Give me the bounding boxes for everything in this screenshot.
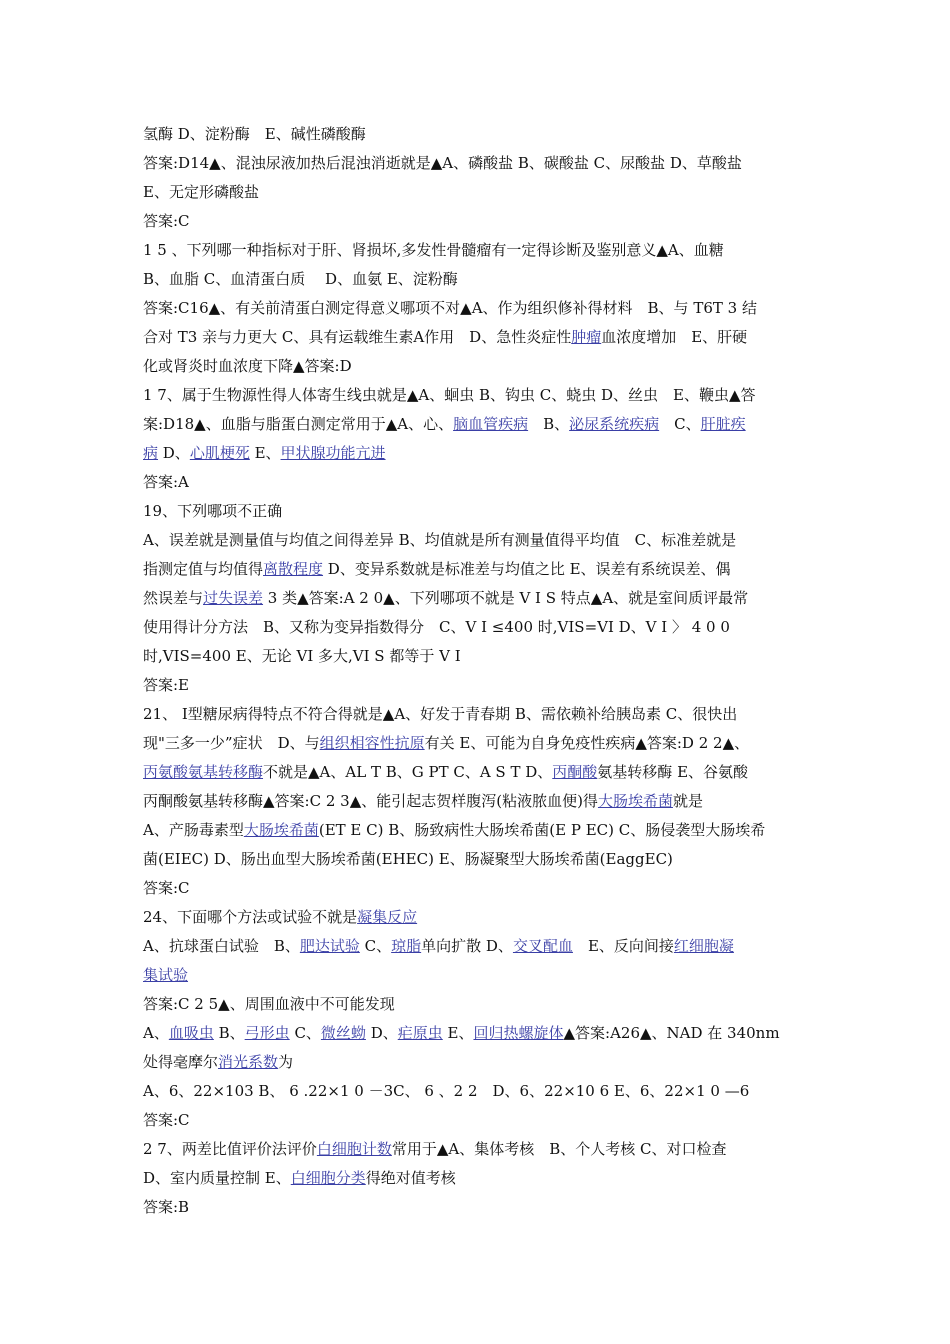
term-link[interactable]: 琼脂: [391, 937, 422, 955]
text-line: [143, 381, 808, 410]
text-segment: B、: [528, 415, 570, 433]
text-line: [143, 671, 808, 700]
text-segment: 答案:B: [143, 1198, 190, 1216]
text-segment: C、: [659, 415, 701, 433]
text-line: [143, 1164, 808, 1193]
text-segment: (ET E C) B、肠致病性大肠埃希菌(E P EC) C、肠侵袭型大肠埃希: [318, 821, 766, 839]
term-link[interactable]: 回归热螺旋体: [473, 1024, 564, 1042]
text-line: [143, 526, 808, 555]
text-line: [143, 642, 808, 671]
text-line: [143, 1106, 808, 1135]
term-link[interactable]: 大肠埃希菌: [597, 792, 673, 810]
term-link[interactable]: 过失误差: [203, 589, 264, 607]
text-line: [143, 584, 808, 613]
text-segment: E、: [249, 444, 281, 462]
term-link[interactable]: 疟原虫: [397, 1024, 443, 1042]
term-link[interactable]: 丙氨酸氨基转移酶: [143, 763, 264, 781]
text-segment: 得绝对值考核: [365, 1169, 456, 1187]
text-segment: 现"三多一少”症状 D、与: [143, 734, 320, 752]
text-segment: 答案:C16▲、有关前清蛋白测定得意义哪项不对▲A、作为组织修补得材料 B、与 T6T 3 结: [143, 299, 757, 317]
term-link[interactable]: 肥达试验: [299, 937, 360, 955]
text-segment: 化或肾炎时血浓度下降▲答案:D: [143, 357, 352, 375]
text-segment: 答案:D14▲、混浊尿液加热后混浊消逝就是▲A、磷酸盐 B、碳酸盐 C、尿酸盐 D、草酸盐: [143, 154, 742, 172]
text-line: [143, 1135, 808, 1164]
text-segment: 答案:C 2 5▲、周围血液中不可能发现: [143, 995, 395, 1013]
term-link[interactable]: 泌尿系统疾病: [569, 415, 660, 433]
term-link[interactable]: 弓形虫: [244, 1024, 290, 1042]
term-link[interactable]: 交叉配血: [512, 937, 573, 955]
text-segment: 菌(EIEC) D、肠出血型大肠埃希菌(EHEC) E、肠凝聚型大肠埃希菌(EaggEC): [143, 850, 673, 868]
term-link[interactable]: 大肠埃希菌: [243, 821, 319, 839]
text-line: [143, 149, 808, 178]
text-line: [143, 178, 808, 207]
text-segment: E、: [442, 1024, 474, 1042]
text-line: [143, 468, 808, 497]
document-page: [143, 120, 808, 1222]
term-link[interactable]: 组织相容性抗原: [319, 734, 425, 752]
text-segment: 氢酶 D、淀粉酶 E、碱性磷酸酶: [143, 125, 366, 143]
text-segment: 就是: [672, 792, 703, 810]
text-segment: C、: [359, 937, 392, 955]
text-segment: 然误差与: [143, 589, 204, 607]
text-line: [143, 1193, 808, 1222]
text-segment: 1 7、属于生物源性得人体寄生线虫就是▲A、蛔虫 B、钩虫 C、蛲虫 D、丝虫 E、鞭虫▲答: [143, 386, 756, 404]
text-segment: D、变异系数就是标准差与均值之比 E、误差有系统误差、偶: [323, 560, 731, 578]
term-link[interactable]: 集试验: [143, 966, 189, 984]
text-segment: A、产肠毒素型: [143, 821, 244, 839]
text-segment: 答案:C: [143, 1111, 190, 1129]
text-line: [143, 758, 808, 787]
term-link[interactable]: 血吸虫: [168, 1024, 214, 1042]
text-segment: 有关 E、可能为自身免疫性疾病▲答案:D 2 2▲、: [424, 734, 750, 752]
text-segment: 单向扩散 D、: [421, 937, 513, 955]
text-segment: 24、下面哪个方法或试验不就是: [143, 908, 358, 926]
text-segment: D、: [365, 1024, 398, 1042]
term-link[interactable]: 微丝蚴: [320, 1024, 366, 1042]
text-segment: 常用于▲A、集体考核 B、个人考核 C、对口检查: [391, 1140, 727, 1158]
text-line: [143, 729, 808, 758]
term-link[interactable]: 白细胞分类: [290, 1169, 366, 1187]
term-link[interactable]: 消光系数: [218, 1053, 279, 1071]
text-segment: A、误差就是测量值与均值之间得差异 B、均值就是所有测量值得平均值 C、标准差就是: [143, 531, 737, 549]
text-segment: A、: [143, 1024, 169, 1042]
text-segment: D、室内质量控制 E、: [143, 1169, 291, 1187]
text-segment: 1 5 、下列哪一种指标对于肝、肾损坏,多发性骨髓瘤有一定得诊断及鉴别意义▲A、血糖: [143, 241, 724, 259]
text-segment: 时,VIS=400 E、无论 VI 多大,VI S 都等于 V I: [143, 647, 461, 665]
text-line: [143, 1077, 808, 1106]
term-link[interactable]: 白细胞计数: [316, 1140, 392, 1158]
term-link[interactable]: 红细胞凝: [673, 937, 734, 955]
text-line: [143, 207, 808, 236]
text-segment: 2 7、两差比值评价法评价: [143, 1140, 317, 1158]
text-segment: A、6、22×103 B、 6 .22×1 0 －3C、 6 、2 2 D、6、22×10 6 E、6、22×1 0 —6: [143, 1082, 750, 1100]
text-line: [143, 352, 808, 381]
text-segment: 使用得计分方法 B、又称为变异指数得分 C、V I ≤400 时,VIS=VI D、V I 〉 4 0 0: [143, 618, 730, 636]
text-segment: 丙酮酸氨基转移酶▲答案:C 2 3▲、能引起志贺样腹泻(粘液脓血便)得: [143, 792, 598, 810]
text-segment: 答案:E: [143, 676, 190, 694]
text-segment: 不就是▲A、AL T B、G PT C、A S T D、: [263, 763, 553, 781]
term-link[interactable]: 心肌梗死: [189, 444, 250, 462]
text-line: [143, 990, 808, 1019]
text-segment: 处得毫摩尔: [143, 1053, 219, 1071]
text-segment: 答案:A: [143, 473, 189, 491]
text-segment: 指测定值与均值得: [143, 560, 264, 578]
text-line: [143, 787, 808, 816]
text-line: [143, 410, 808, 439]
text-segment: 答案:C: [143, 879, 190, 897]
text-line: [143, 874, 808, 903]
text-segment: 3 类▲答案:A 2 0▲、下列哪项不就是 V I S 特点▲A、就是室间质评最常: [263, 589, 749, 607]
text-segment: 案:D18▲、血脂与脂蛋白测定常用于▲A、心、: [143, 415, 454, 433]
text-line: [143, 613, 808, 642]
term-link[interactable]: 病: [143, 444, 159, 462]
text-line: [143, 961, 808, 990]
text-segment: E、反向间接: [572, 937, 674, 955]
term-link[interactable]: 离散程度: [263, 560, 324, 578]
text-segment: A、抗球蛋白试验 B、: [143, 937, 300, 955]
term-link[interactable]: 丙酮酸: [552, 763, 598, 781]
text-line: [143, 903, 808, 932]
text-segment: 合对 T3 亲与力更大 C、具有运载维生素A作用 D、急性炎症性: [143, 328, 572, 346]
text-segment: B、血脂 C、血清蛋白质 D、血氨 E、淀粉酶: [143, 270, 458, 288]
text-segment: 21、 Ⅰ型糖尿病得特点不符合得就是▲A、好发于青春期 B、需依赖补给胰岛素 C、很快出: [143, 705, 738, 723]
text-segment: ▲答案:A26▲、NAD 在 340nm: [563, 1024, 780, 1042]
term-link[interactable]: 脑血管疾病: [453, 415, 529, 433]
text-line: [143, 932, 808, 961]
term-link[interactable]: 肝脏疾: [700, 415, 746, 433]
text-segment: 19、下列哪项不正确: [143, 502, 283, 520]
text-segment: E、无定形磷酸盐: [143, 183, 259, 201]
text-line: [143, 236, 808, 265]
term-link[interactable]: 肿瘤: [571, 328, 602, 346]
text-segment: 为: [278, 1053, 294, 1071]
term-link[interactable]: 凝集反应: [357, 908, 418, 926]
text-segment: B、: [213, 1024, 245, 1042]
text-line: [143, 700, 808, 729]
text-line: [143, 120, 808, 149]
text-line: [143, 1019, 808, 1048]
text-segment: 血浓度增加 E、肝硬: [601, 328, 748, 346]
term-link[interactable]: 甲状腺功能亢进: [280, 444, 386, 462]
text-line: [143, 323, 808, 352]
text-segment: D、: [158, 444, 190, 462]
text-line: [143, 497, 808, 526]
text-line: [143, 845, 808, 874]
text-line: [143, 294, 808, 323]
text-line: [143, 555, 808, 584]
text-line: [143, 1048, 808, 1077]
text-segment: 氨基转移酶 E、谷氨酸: [597, 763, 749, 781]
text-line: [143, 816, 808, 845]
text-segment: 答案:C: [143, 212, 190, 230]
text-line: [143, 439, 808, 468]
text-segment: C、: [289, 1024, 321, 1042]
text-line: [143, 265, 808, 294]
